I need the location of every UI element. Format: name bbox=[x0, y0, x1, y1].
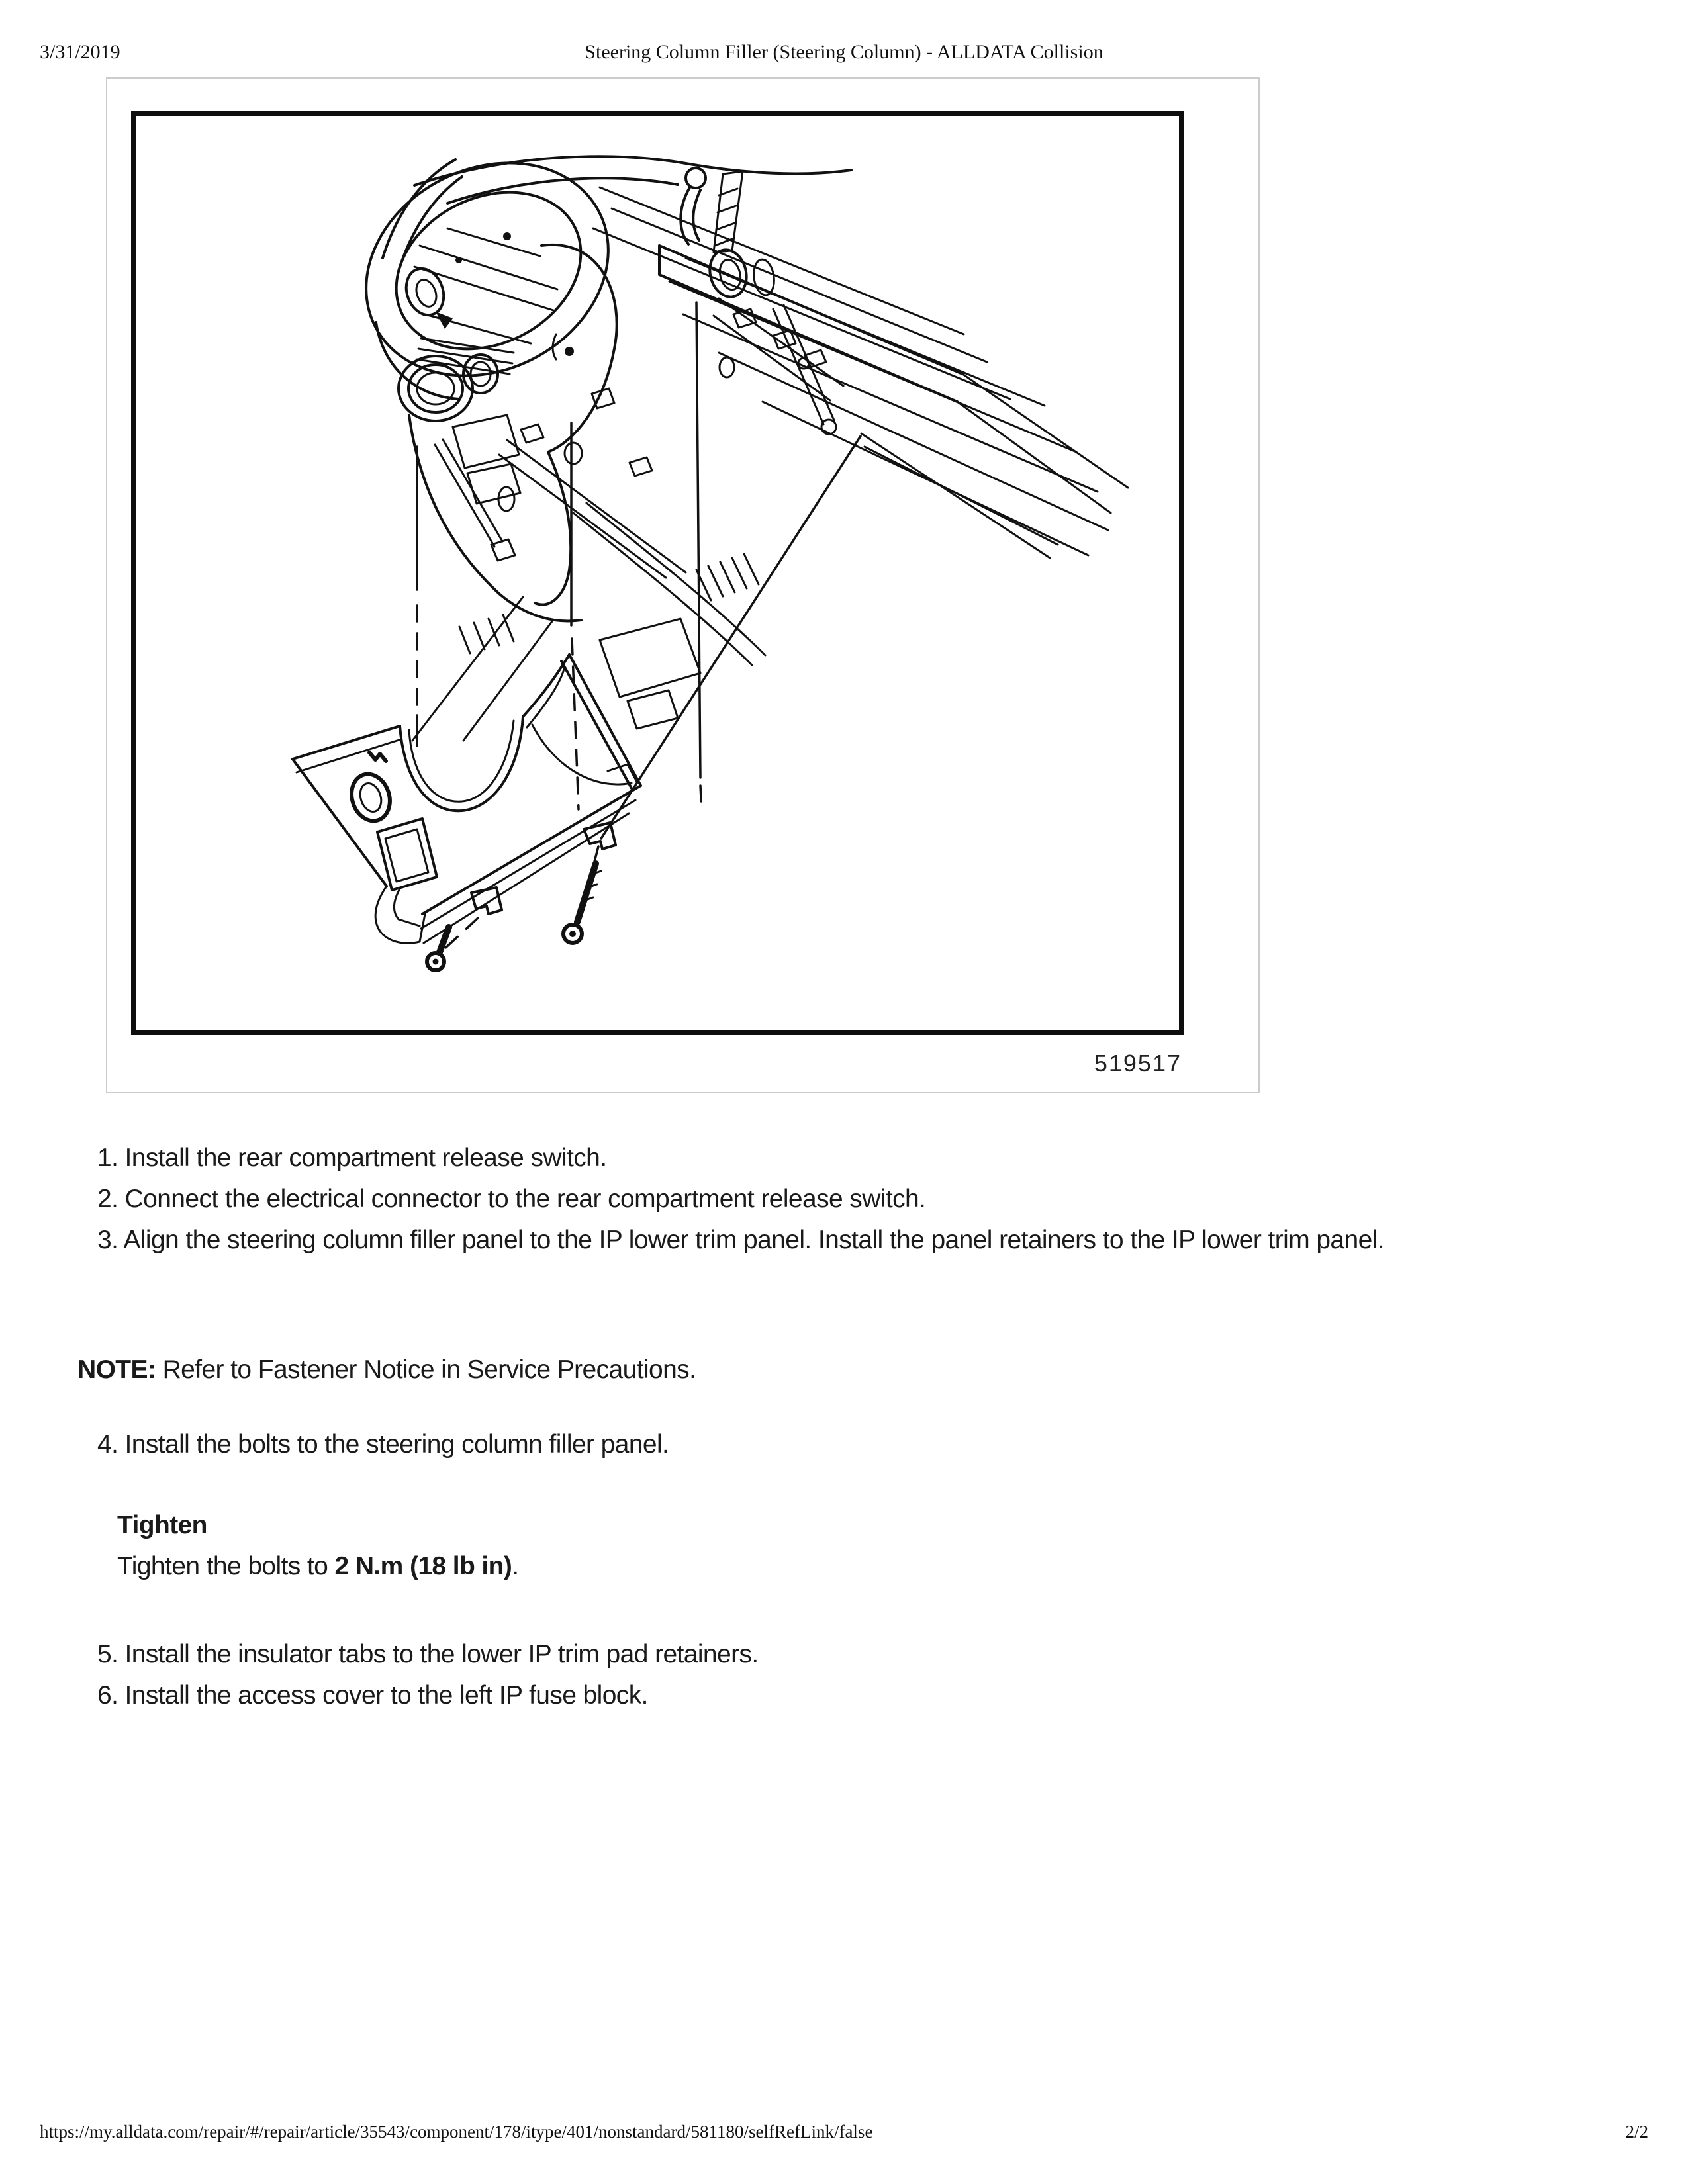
tighten-torque: 2 N.m (18 lb in) bbox=[334, 1552, 512, 1580]
header-date: 3/31/2019 bbox=[40, 41, 120, 63]
tighten-period: . bbox=[512, 1552, 519, 1580]
steps-5-6 bbox=[77, 1634, 1567, 1716]
instrument-cluster bbox=[399, 355, 581, 621]
step-item: 1. Install the rear compartment release switch. bbox=[97, 1144, 607, 1172]
step-item: 4. Install the bolts to the steering column filler panel. bbox=[97, 1430, 669, 1459]
column-shroud bbox=[412, 245, 759, 741]
step-4 bbox=[77, 1424, 1567, 1465]
step-item: 6. Install the access cover to the left IP fuse block. bbox=[97, 1681, 648, 1709]
panel-screws bbox=[427, 864, 601, 970]
footer-page-indicator: 2/2 bbox=[1625, 2122, 1648, 2142]
step-item: 2. Connect the electrical connector to the rear compartment release switch. bbox=[97, 1185, 926, 1213]
figure-border bbox=[131, 111, 1184, 1035]
note-label: NOTE: bbox=[77, 1355, 156, 1384]
tighten-text: Tighten the bolts to bbox=[117, 1552, 335, 1580]
step-item: 5. Install the insulator tabs to the lower IP trim pad retainers. bbox=[97, 1640, 759, 1668]
figure-panel bbox=[106, 77, 1260, 1093]
figure-drawing bbox=[136, 116, 1179, 1030]
figure-number: 519517 bbox=[1094, 1050, 1182, 1077]
footer-url: https://my.alldata.com/repair/#/repair/article/35543/component/178/itype/401/nonstandard/581180/selfRefLink/false bbox=[40, 2122, 873, 2142]
step-item: 3. Align the steering column filler panel to the IP lower trim panel. Install the panel retainers to the IP lower trim panel. bbox=[97, 1226, 1384, 1254]
tighten-heading: Tighten bbox=[117, 1511, 207, 1539]
leader-lines bbox=[417, 302, 861, 951]
header-title: Steering Column Filler (Steering Column) - ALLDATA Collision bbox=[585, 41, 1103, 63]
steps-1-3 bbox=[77, 1138, 1567, 1261]
tighten-line bbox=[117, 1546, 1607, 1587]
note-text: Refer to Fastener Notice in Service Precautions. bbox=[162, 1355, 696, 1384]
tighten-spec bbox=[117, 1505, 1607, 1587]
note bbox=[77, 1349, 1567, 1390]
